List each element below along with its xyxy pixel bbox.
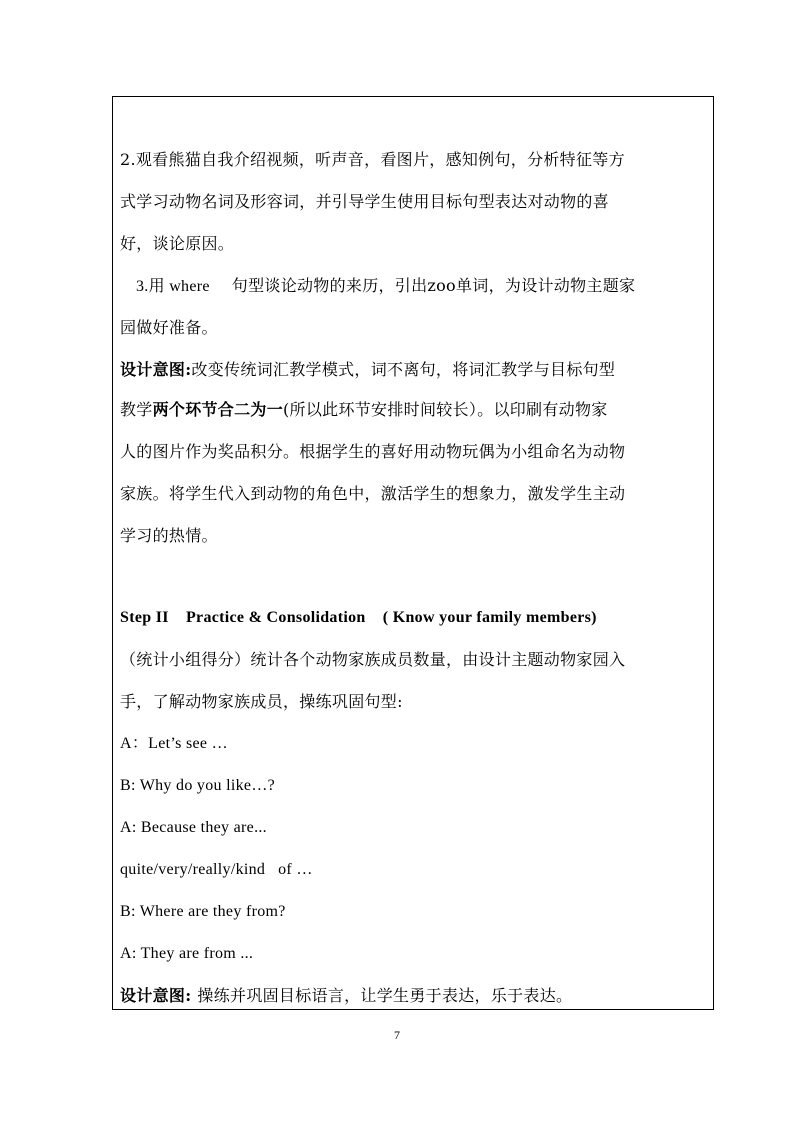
page-number: 7 bbox=[394, 1028, 400, 1042]
step2-design-line bbox=[120, 986, 572, 1006]
step2-intro-line1: （统计小组得分）统计各个动物家族成员数量，由设计主题动物家园入 bbox=[120, 650, 626, 669]
step1-design-line1 bbox=[120, 360, 615, 380]
dialogue-line: A：Let’s see … bbox=[120, 735, 228, 752]
step1-design-line2-prefix: 教学 bbox=[120, 400, 153, 419]
step1-design-line2-rest: (所以此环节安排时间较长）。以印刷有动物家 bbox=[283, 400, 608, 419]
step2-design-text: 操练并巩固目标语言，让学生勇于表达，乐于表达。 bbox=[197, 986, 573, 1005]
step1-design-line3: 人的图片作为奖品积分。根据学生的喜好用动物玩偶为小组命名为动物 bbox=[120, 442, 626, 461]
step1-item2-line1: 2.观看熊猫自我介绍视频，听声音，看图片，感知例句，分析特征等方 bbox=[120, 150, 625, 169]
dialogue-line: quite/very/really/kind of … bbox=[120, 861, 313, 878]
step1-design-line4: 家族。将学生代入到动物的角色中，激活学生的想象力，激发学生主动 bbox=[120, 484, 626, 503]
dialogue-line: B: Why do you like…? bbox=[120, 777, 276, 794]
step1-design-line2 bbox=[120, 400, 608, 420]
step1-item3-prefix: 3.用 where bbox=[136, 278, 210, 295]
step2-intro-line2: 手，了解动物家族成员，操练巩固句型: bbox=[120, 692, 403, 711]
dialogue-line: A: They are from ... bbox=[120, 945, 254, 962]
step1-design-emphasis: 两个环节合二为一 bbox=[152, 400, 284, 419]
step1-item3-line2: 园做好准备。 bbox=[120, 318, 218, 337]
step1-item3-rest: 句型谈论动物的来历，引出zoo单词，为设计动物主题家 bbox=[231, 276, 636, 295]
step1-design-line5: 学习的热情。 bbox=[120, 526, 218, 545]
step1-item3-line1 bbox=[120, 276, 635, 297]
step1-item2-line3: 好，谈论原因。 bbox=[120, 234, 235, 253]
step1-design-label: 设计意图: bbox=[120, 360, 192, 379]
dialogue-line: A: Because they are... bbox=[120, 819, 267, 836]
step2-heading: Step II Practice & Consolidation ( Know your family members) bbox=[120, 609, 597, 626]
step1-design-text: 改变传统词汇教学模式，词不离句，将词汇教学与目标句型 bbox=[191, 360, 616, 379]
step1-item2-line2: 式学习动物名词及形容词，并引导学生使用目标句型表达对动物的喜 bbox=[120, 192, 610, 211]
dialogue-line: B: Where are they from? bbox=[120, 903, 286, 920]
step2-design-label: 设计意图: bbox=[120, 986, 192, 1005]
